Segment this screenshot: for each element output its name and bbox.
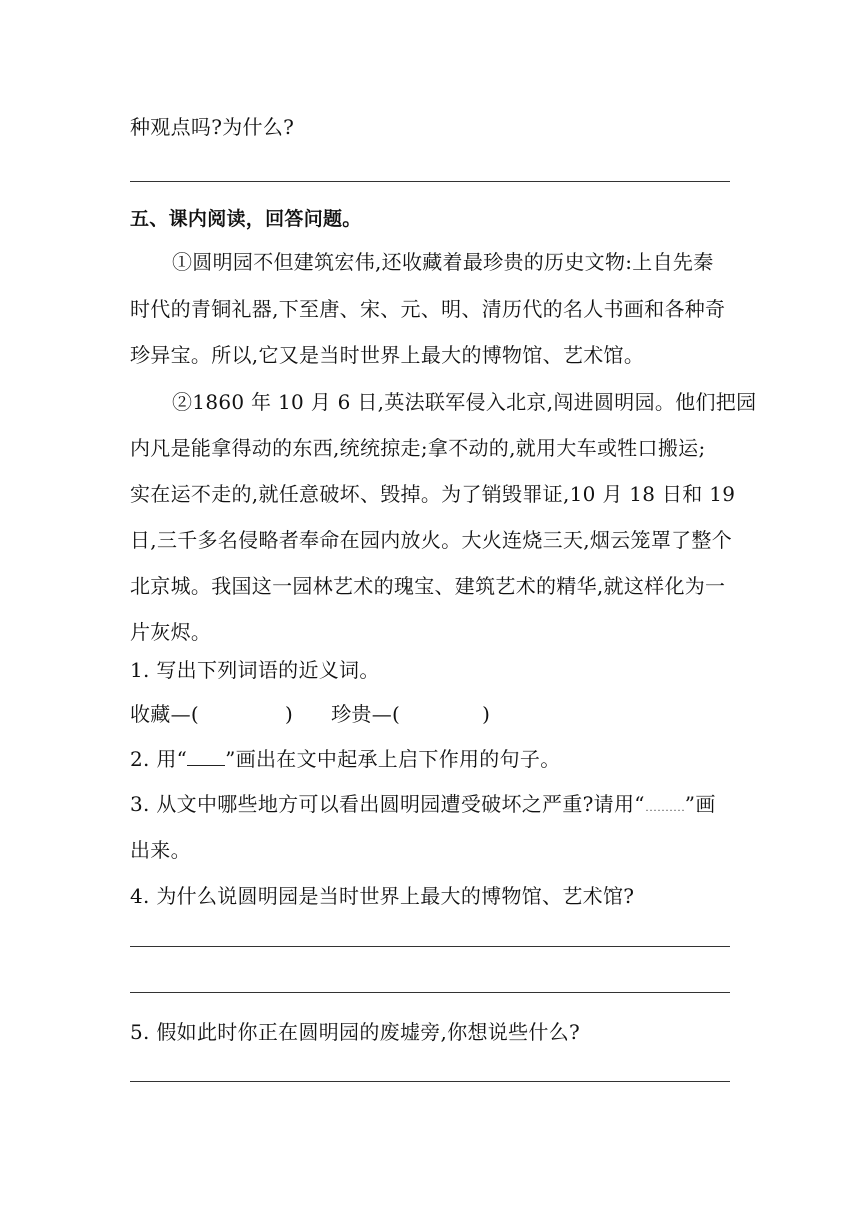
passage-p1-line: ①圆明园不但建筑宏伟,还收藏着最珍贵的历史文物:上自先秦 xyxy=(172,250,714,274)
passage-p2-line: 片灰烬。 xyxy=(130,620,212,644)
passage-p2-line: 北京城。我国这一园林艺术的瑰宝、建筑艺术的精华,就这样化为一 xyxy=(130,574,726,598)
passage-p2-line: 内凡是能拿得动的东西,统统掠走;拿不动的,就用大车或牲口搬运; xyxy=(130,436,706,460)
question-1-answers xyxy=(130,701,730,727)
answer-line[interactable] xyxy=(130,1081,730,1082)
passage-p2-line: ②1860 年 10 月 6 日,英法联军侵入北京,闯进圆明园。他们把园 xyxy=(172,390,757,414)
synonym-word-1: 收藏—( xyxy=(130,702,200,726)
answer-line xyxy=(130,181,730,182)
passage-p1-line: 珍异宝。所以,它又是当时世界上最大的博物馆、艺术馆。 xyxy=(130,343,645,367)
passage-p2-line: 日,三千多名侵略者奉命在园内放火。大火连烧三天,烟云笼罩了整个 xyxy=(130,528,733,552)
previous-question-tail: 种观点吗?为什么? xyxy=(130,115,295,139)
passage-p2-line: 实在运不走的,就任意破坏、毁掉。为了销毁罪证,10 月 18 日和 19 xyxy=(130,482,736,506)
question-2-suffix: ”画出在文中起承上启下作用的句子。 xyxy=(225,747,561,771)
answer-line[interactable] xyxy=(130,946,730,947)
question-3 xyxy=(130,791,730,817)
synonym-close-1: ) xyxy=(285,702,294,726)
question-3-cont: 出来。 xyxy=(130,838,191,862)
answer-line[interactable] xyxy=(130,992,730,993)
question-2 xyxy=(130,746,730,772)
question-3-suffix: ”画 xyxy=(684,792,716,816)
synonym-close-2: ) xyxy=(482,702,491,726)
question-1: 1. 写出下列词语的近义词。 xyxy=(130,658,380,682)
section-heading: 五、课内阅读，回答问题。 xyxy=(130,208,362,230)
question-4: 4. 为什么说圆明园是当时世界上最大的博物馆、艺术馆? xyxy=(130,884,635,908)
wavy-underline-mark xyxy=(645,797,685,811)
synonym-word-2: 珍贵—( xyxy=(331,702,401,726)
passage-p1-line: 时代的青铜礼器,下至唐、宋、元、明、清历代的名人书画和各种奇 xyxy=(130,297,726,321)
question-3-prefix: 3. 从文中哪些地方可以看出圆明园遭受破坏之严重?请用“ xyxy=(130,792,645,816)
question-5: 5. 假如此时你正在圆明园的废墟旁,你想说些什么? xyxy=(130,1020,581,1044)
question-2-prefix: 2. 用“ xyxy=(130,747,188,771)
straight-underline-mark xyxy=(187,751,225,766)
